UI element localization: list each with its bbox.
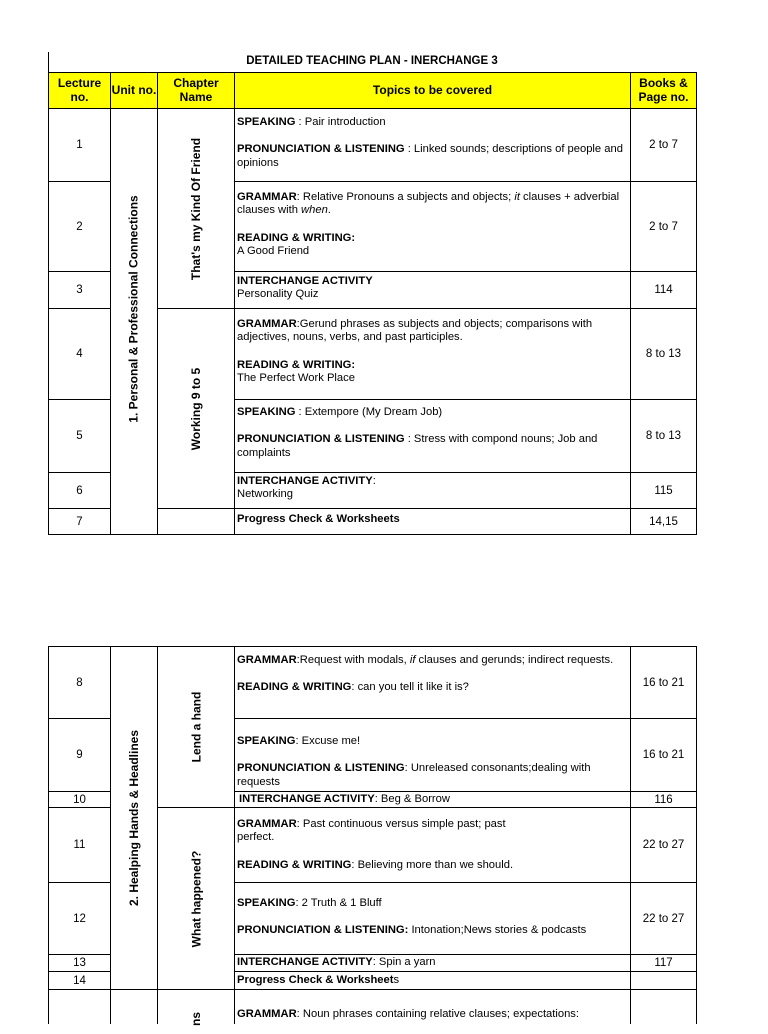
lecture-number: 13 [73,957,86,969]
books-page: 117 [654,957,673,969]
books-page [631,972,696,989]
topic-cell: Progress Check & Worksheets [237,974,400,986]
lecture-number: 14 [73,974,86,987]
topic-cell: SPEAKING: 2 Truth & 1 Bluff PRONUNCIATION & LISTENING: Intonation;News stories & podcasts [237,897,587,937]
chapter-5-label-fragment: ns [188,1011,203,1027]
header-topics: Topics to be covered [234,72,631,109]
lecture-number: 12 [73,912,86,925]
lecture-number: 4 [76,348,83,360]
books-page: 8 to 13 [645,348,682,360]
books-page: 8 to 13 [645,430,682,442]
lecture-number: 11 [73,839,86,851]
books-page: 22 to 27 [642,839,685,851]
lecture-number: 10 [73,793,86,806]
chapter-3-label: Lend a hand [188,691,203,763]
lecture-number: 5 [76,430,83,442]
topic-cell: SPEAKING: Excuse me! PRONUNCIATION & LISTENING: Unreleased consonants;dealing with requests [237,735,591,788]
topic-cell: INTERCHANGE ACTIVITY: Beg & Borrow [239,793,450,805]
books-page: 14,15 [649,515,678,528]
topic-cell: GRAMMAR: Past continuous versus simple past; past perfect. READING & WRITING: Believing more than we should. [237,818,514,871]
topic-cell: SPEAKING : Pair introduction PRONUNCIATION & LISTENING : Linked sounds; descriptions of people and opinions [237,116,623,169]
topic-cell: SPEAKING : Extempore (My Dream Job) PRONUNCIATION & LISTENING : Stress with compond nouns; Job and complaints [237,406,598,459]
unit-1-label: 1. Personal & Professional Connections [127,194,142,423]
chapter-4-label: What happened? [189,850,204,947]
lecture-number: 2 [76,220,83,233]
books-page: 115 [654,484,673,497]
books-page: 2 to 7 [649,220,678,233]
chapter-2-label: Working 9 to 5 [189,367,204,450]
topic-cell: Progress Check & Worksheets [237,513,400,525]
document-title: DETAILED TEACHING PLAN - INERCHANGE 3 [246,55,498,67]
books-page: 114 [654,284,673,296]
topic-cell: INTERCHANGE ACTIVITY: Networking [237,475,376,501]
header-unit: Unit no. [110,72,158,109]
lecture-number: 9 [76,749,83,761]
header-chapter: Chapter Name [157,72,235,109]
unit-2-label: 2. Healping Hands & Headlines [127,729,142,907]
books-page: 116 [654,793,673,806]
header-books: Books & Page no. [630,72,697,109]
topic-cell: GRAMMAR: Noun phrases containing relative clauses; expectations: [237,1008,580,1020]
topic-cell: INTERCHANGE ACTIVITY Personality Quiz [237,275,373,301]
topic-cell: GRAMMAR: Relative Pronouns a subjects and objects; it clauses + adverbial clauses with when. READING & WRITING: A Good Friend [237,191,620,258]
books-page: 16 to 21 [642,749,685,761]
topic-cell: GRAMMAR:Request with modals, if clauses and gerunds; indirect requests. READING & WRITING: can you tell it like it is? [237,654,614,694]
chapter-1-label: That's my Kind Of Friend [189,137,204,280]
lecture-number: 8 [76,676,83,689]
lecture-number: 1 [76,139,83,151]
books-page: 22 to 27 [642,912,685,925]
lecture-number: 3 [76,284,83,296]
topic-cell: GRAMMAR:Gerund phrases as subjects and objects; comparisons with adjectives, nouns, verbs, and past participles. READING & WRITING: The Perfect Work Place [237,318,593,385]
books-page: 2 to 7 [649,139,678,151]
header-lecture: Lecture no. [48,72,111,109]
table-border [48,52,49,73]
lecture-number: 6 [76,484,83,497]
lecture-number: 7 [76,515,83,528]
topic-cell: INTERCHANGE ACTIVITY: Spin a yarn [237,956,436,968]
books-page: 16 to 21 [642,676,685,689]
